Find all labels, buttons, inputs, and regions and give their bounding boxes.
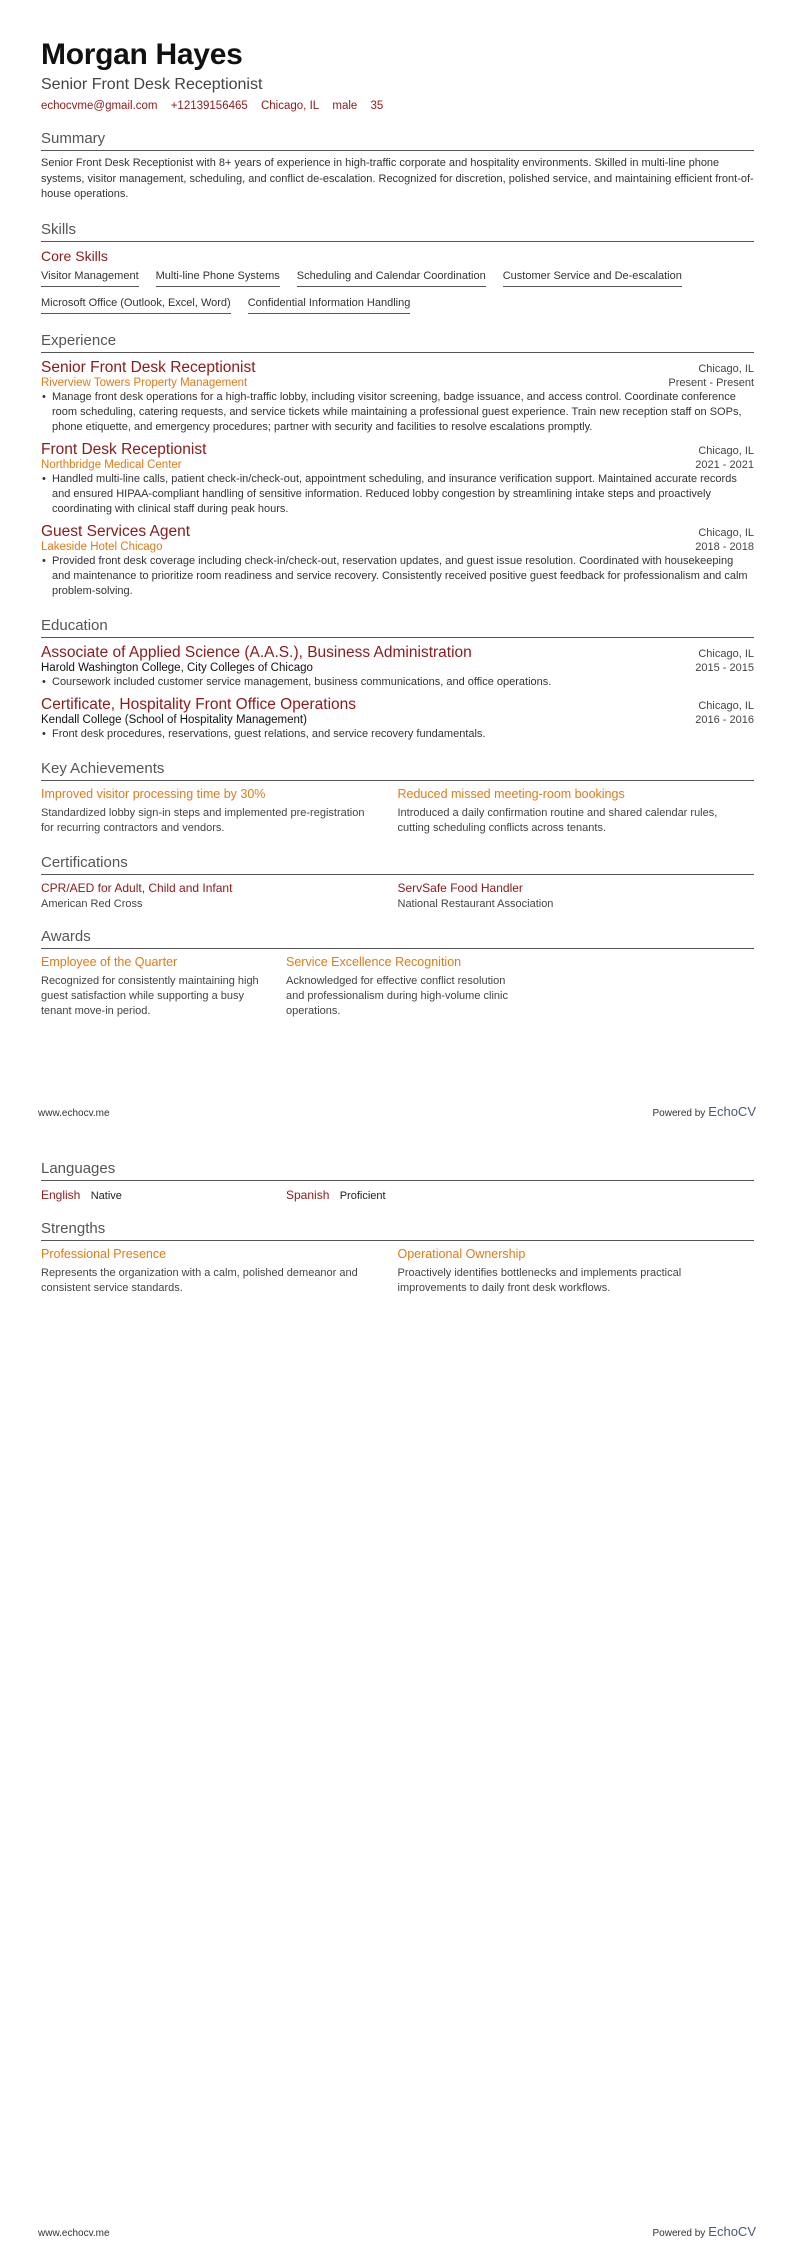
achievement-title: Reduced missed meeting-room bookings	[397, 786, 625, 801]
education-entry	[41, 644, 754, 690]
job-company: Northbridge Medical Center	[41, 458, 182, 471]
footer-url[interactable]: www.echocv.me	[38, 1108, 110, 1119]
section-divider	[41, 352, 754, 353]
language-item	[286, 1188, 531, 1202]
achievement-title: Improved visitor processing time by 30%	[41, 786, 266, 801]
section-divider	[41, 874, 754, 875]
skills-list	[41, 268, 754, 322]
section-divider	[41, 1240, 754, 1241]
job-location: Chicago, IL	[698, 362, 754, 375]
award-item	[41, 955, 286, 1019]
job-company: Lakeside Hotel Chicago	[41, 540, 163, 553]
languages-section	[41, 1160, 754, 1202]
skill-item: Customer Service and De-escalation	[503, 268, 682, 287]
achievement-item	[41, 787, 398, 836]
certification-item	[398, 881, 755, 910]
experience-section	[41, 332, 754, 599]
education-bullet: • Front desk procedures, reservations, guest relations, and service recovery fundamentals.	[41, 727, 754, 742]
achievement-item	[398, 787, 755, 836]
section-title: Languages	[41, 1160, 116, 1177]
achievements-section	[41, 760, 754, 836]
certifications-section	[41, 854, 754, 910]
language-level: Proficient	[339, 1190, 386, 1202]
education-dates: 2015 - 2015	[695, 661, 754, 674]
education-entry	[41, 696, 754, 742]
language-item	[41, 1188, 286, 1202]
strengths-section	[41, 1220, 754, 1296]
award-title: Employee of the Quarter	[41, 954, 178, 969]
job-dates: 2021 - 2021	[695, 458, 754, 471]
contact-location: Chicago, IL	[260, 100, 320, 112]
section-divider	[41, 241, 754, 242]
certification-issuer: American Red Cross	[41, 897, 143, 910]
award-item	[286, 955, 531, 1019]
job-bullet: • Provided front desk coverage including check-in/check-out, reservation updates, and guest issue resolution. Coordinated with housekeeping and maintenance to prioritize room readiness and service recovery. Consistently received positive guest feedback for professionalism and calm problem-solving.	[41, 554, 754, 599]
job-company: Riverview Towers Property Management	[41, 376, 248, 389]
awards-section	[41, 928, 754, 1019]
section-title: Summary	[41, 130, 106, 147]
school-name: Harold Washington College, City Colleges of Chicago	[41, 661, 313, 674]
section-divider	[41, 780, 754, 781]
section-title: Strengths	[41, 1220, 106, 1237]
footer-powered-by	[652, 2224, 756, 2239]
job-dates: Present - Present	[668, 376, 754, 389]
strength-desc: Represents the organization with a calm, polished demeanor and consistent service standards.	[41, 1267, 358, 1294]
footer-powered-by	[652, 1104, 756, 1119]
job-dates: 2018 - 2018	[695, 540, 754, 553]
page-footer	[38, 2224, 756, 2239]
strength-desc: Proactively identifies bottlenecks and implements practical improvements to daily front desk workflows.	[397, 1267, 682, 1294]
certification-title: CPR/AED for Adult, Child and Infant	[41, 880, 233, 895]
footer-url[interactable]: www.echocv.me	[38, 2228, 110, 2239]
achievement-desc: Introduced a daily confirmation routine and shared calendar rules, cutting scheduling conflicts across tenants.	[397, 806, 718, 834]
job-title: Guest Services Agent	[41, 522, 191, 540]
skills-section	[41, 221, 754, 322]
language-name: Spanish	[286, 1188, 330, 1202]
section-divider	[41, 1180, 754, 1181]
education-section	[41, 617, 754, 742]
school-location: Chicago, IL	[698, 647, 754, 660]
education-bullet: • Coursework included customer service management, business communications, and office operations.	[41, 675, 754, 690]
job-location: Chicago, IL	[698, 444, 754, 457]
page-footer	[38, 1104, 756, 1119]
school-name: Kendall College (School of Hospitality Management)	[41, 713, 307, 726]
skill-item: Multi-line Phone Systems	[156, 268, 280, 287]
section-divider	[41, 948, 754, 949]
experience-entry	[41, 441, 754, 517]
job-title: Senior Front Desk Receptionist	[41, 358, 256, 376]
experience-entry	[41, 359, 754, 435]
contact-line	[41, 100, 754, 112]
section-title: Education	[41, 616, 108, 634]
section-title: Experience	[41, 331, 117, 349]
contact-gender: male	[332, 100, 358, 112]
education-dates: 2016 - 2016	[695, 713, 754, 726]
job-bullet: • Manage front desk operations for a high-traffic lobby, including visitor screening, badge issuance, and access control. Coordinate conference room scheduling, catering requests, and service tickets while maintaining a professional guest experience. Train new reception staff on SOPs, phone etiquette, and emergency procedures; partner with security and facilities to resolve escalations promptly.	[41, 390, 754, 435]
skill-item: Microsoft Office (Outlook, Excel, Word)	[41, 295, 231, 314]
summary-section	[41, 130, 754, 203]
section-title: Skills	[41, 220, 77, 238]
award-desc: Acknowledged for effective conflict resolution and professionalism during high-volume clinic operations.	[286, 974, 508, 1017]
language-name: English	[41, 1188, 81, 1202]
certification-issuer: National Restaurant Association	[397, 897, 554, 910]
experience-entry	[41, 523, 754, 599]
strength-item	[398, 1247, 755, 1296]
certification-title: ServSafe Food Handler	[397, 880, 523, 895]
section-divider	[41, 150, 754, 151]
language-level: Native	[90, 1190, 122, 1202]
contact-phone[interactable]: +12139156465	[170, 100, 248, 112]
contact-email[interactable]: echocvme@gmail.com	[41, 100, 158, 112]
resume-page-2	[0, 1160, 794, 2246]
job-title: Front Desk Receptionist	[41, 440, 207, 458]
award-desc: Recognized for consistently maintaining high guest satisfaction while supporting a busy tenant move-in period.	[41, 974, 259, 1017]
section-title: Key Achievements	[41, 759, 165, 777]
degree-title: Certificate, Hospitality Front Office Operations	[41, 695, 357, 713]
award-title: Service Excellence Recognition	[286, 954, 462, 969]
summary-text: Senior Front Desk Receptionist with 8+ years of experience in high-traffic corporate and hospitality environments. Skilled in multi-line phone systems, visitor management, scheduling, and conflict de-escalation. Recognized for discretion, polished service, and maintaining efficient front-of-house operations.	[41, 157, 754, 200]
echocv-logo[interactable]: EchoCV	[708, 1104, 756, 1119]
section-divider	[41, 637, 754, 638]
skill-item: Visitor Management	[41, 268, 139, 287]
strength-title: Professional Presence	[41, 1247, 167, 1261]
echocv-logo[interactable]: EchoCV	[708, 2224, 756, 2239]
contact-age: 35	[370, 100, 384, 112]
powered-by-label: Powered by	[652, 1108, 706, 1119]
section-title: Certifications	[41, 853, 128, 871]
skill-item: Confidential Information Handling	[248, 295, 411, 314]
job-bullet: • Handled multi-line calls, patient check-in/check-out, appointment scheduling, and insurance verification support. Maintained accurate records and ensured HIPAA-compliant handling of sensitive information. Reduced lobby congestion by streamlining intake steps and proactively coordinating with clinical staff during peak hours.	[41, 472, 754, 517]
strength-item	[41, 1247, 398, 1296]
powered-by-label: Powered by	[652, 2228, 706, 2239]
job-location: Chicago, IL	[698, 526, 754, 539]
strength-title: Operational Ownership	[397, 1247, 526, 1261]
achievement-desc: Standardized lobby sign-in steps and implemented pre-registration for recurring contractors and vendors.	[41, 806, 365, 834]
candidate-name: Morgan Hayes	[41, 38, 243, 71]
section-title: Awards	[41, 927, 91, 945]
skills-subtitle: Core Skills	[41, 247, 108, 264]
certification-item	[41, 881, 398, 910]
degree-title: Associate of Applied Science (A.A.S.), Business Administration	[41, 643, 472, 661]
candidate-role: Senior Front Desk Receptionist	[41, 76, 263, 93]
school-location: Chicago, IL	[698, 699, 754, 712]
skill-item: Scheduling and Calendar Coordination	[297, 268, 486, 287]
